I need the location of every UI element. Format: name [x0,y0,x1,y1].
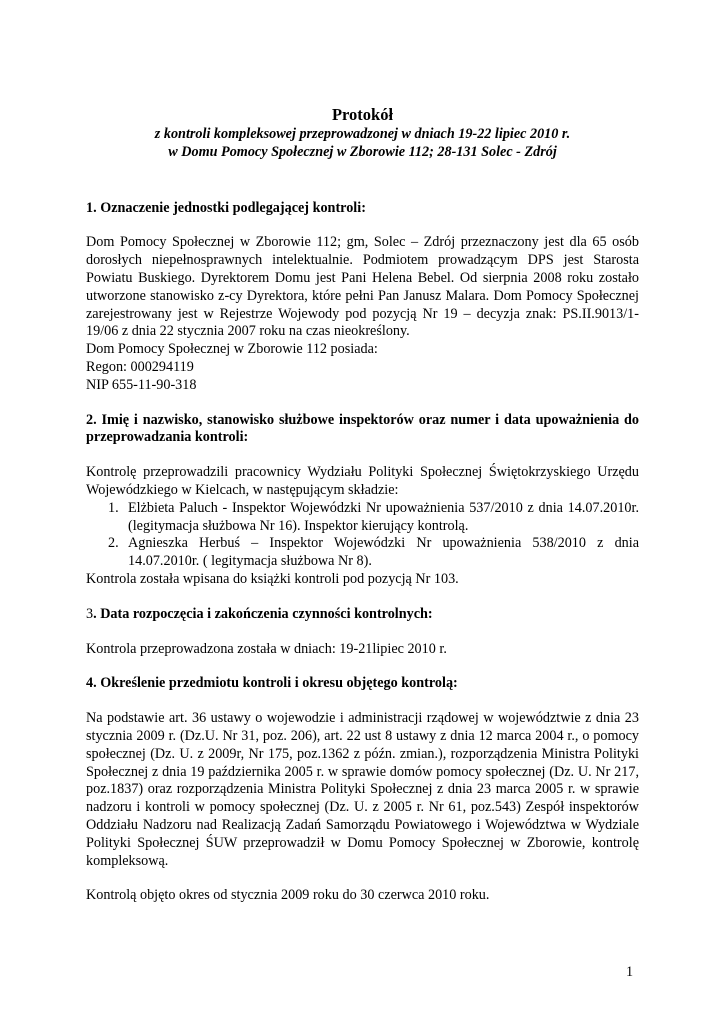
section-1-heading: 1. Oznaczenie jednostki podlegającej kontroli: [86,199,366,216]
list-item-number: 1. [108,499,119,516]
section-1-paragraph: Dom Pomocy Społecznej w Zborowie 112; gm, Solec – Zdrój przeznaczony jest dla 65 osób dorosłych niepełnosprawnych intelektualnie. Podmiotem prowadzącym DPS jest Starosta Powiatu Buskiego. Dyrektorem Domu jest Pani Helena Bebel. Od sierpnia 2008 roku zostało utworzone stanowisko z-cy Dyrektora, które pełni Pan Janusz Malara. Dom Pomocy Społecznej zarejestrowany jest w Rejestrze Wojewody pod pozycją Nr 19 – decyzja znak: PS.II.9013/1-19/06 z dnia 22 stycznia 2007 roku na czas nieokreślony. [86,234,639,340]
document-title: Protokół [331,105,394,124]
section-3-heading-text: . Data rozpoczęcia i zakończenia czynności kontrolnych: [93,605,433,622]
section-4-period: Kontrolą objęto okres od stycznia 2009 roku do 30 czerwca 2010 roku. [86,887,490,904]
list-item-number: 2. [108,535,119,552]
document-subtitle: z kontroli kompleksowej przeprowadzonej w dniach 19-22 lipiec 2010 r. [154,126,571,142]
page-number: 1 [626,964,634,980]
list-item-text: Agnieszka Herbuś – Inspektor Wojewódzki Nr upoważnienia 538/2010 z dnia 14.07.2010r. ( legitymacja służbowa Nr 8). [128,535,639,570]
section-2-heading: 2. Imię i nazwisko, stanowisko służbowe inspektorów oraz numer i data upoważnienia do przeprowadzania kontroli: [86,411,639,446]
section-4-paragraph: Na podstawie art. 36 ustawy o wojewodzie i administracji rządowej w województwie z dnia 23 stycznia 2009 r. (Dz.U. Nr 31, poz. 206), art. 22 ust 8 ustawy z dnia 12 marca 2004 r., o pomocy społecznej (Dz. U. z 2009r, Nr 175, poz.1362 z późn. zmian.), rozporządzenia Ministra Polityki Społecznej z dnia 19 października 2005 r. w sprawie domów pomocy społecznej (Dz. U. Nr 217, poz.1837) oraz rozporządzenia Ministra Polityki Społecznej z dnia 23 marca 2005 r. w sprawie nadzoru i kontroli w pomocy społecznej (Dz. U. z 2005 r. Nr 61, poz.543) Zespół inspektorów Oddziału Nadzoru nad Realizacją Zadań Samorządu Powiatowego i Województwa w Wydziale Polityki Społecznej ŚUW przeprowadził w Domu Pomocy Społecznej w Zborowie, kontrolę kompleksową. [86,710,639,869]
document-title-block [86,104,639,162]
section-3-heading-number: 3 [86,605,94,622]
nip-line: NIP 655-11-90-318 [86,376,197,393]
section-1-line: Dom Pomocy Społecznej w Zborowie 112 posiada: [86,341,378,358]
document-page [86,104,639,905]
regon-line: Regon: 000294119 [86,358,194,375]
section-3-heading [86,606,639,624]
section-4-heading: 4. Określenie przedmiotu kontroli i okresu objętego kontrolą: [86,675,458,692]
list-item-text: Elżbieta Paluch - Inspektor Wojewódzki Nr upoważnienia 537/2010 z dnia 14.07.2010r. (legitymacja służbowa Nr 16). Inspektor kierujący kontrolą. [128,499,639,534]
list-item [86,500,639,536]
section-2-intro: Kontrolę przeprowadzili pracownicy Wydziału Polityki Społecznej Świętokrzyskiego Urzędu Wojewódzkiego w Kielcach, w następującym składzie: [86,464,639,498]
list-item [86,535,639,571]
section-2-outro: Kontrola została wpisana do książki kontroli pod pozycją Nr 103. [86,570,459,587]
section-3-paragraph: Kontrola przeprowadzona została w dniach: 19-21lipiec 2010 r. [86,640,447,657]
inspector-list [86,500,639,571]
document-location: w Domu Pomocy Społecznej w Zborowie 112; 28-131 Solec - Zdrój [168,143,557,160]
